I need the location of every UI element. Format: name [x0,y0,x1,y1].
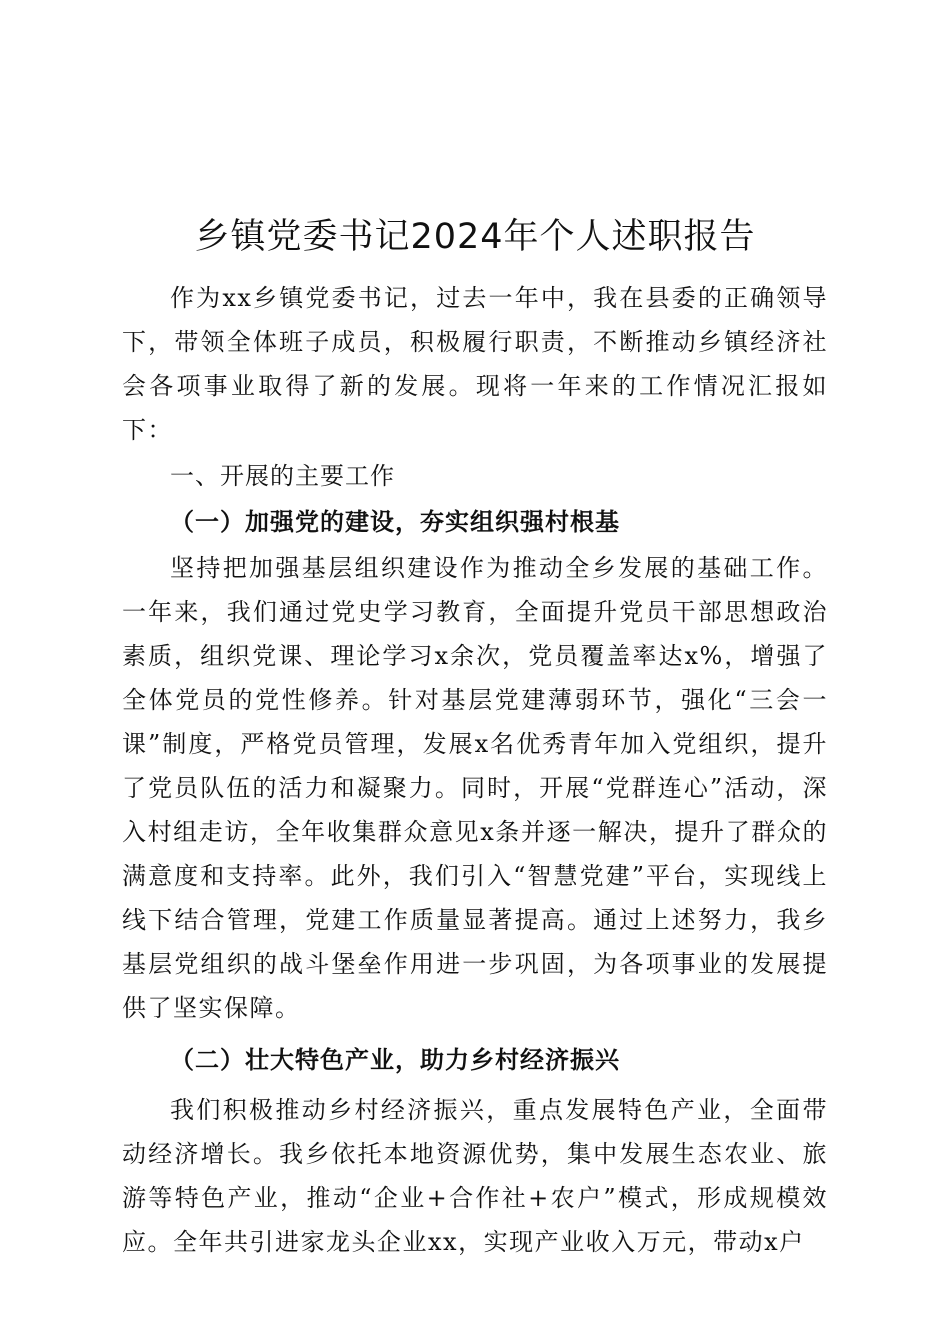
industry-paragraph: 我们积极推动乡村经济振兴，重点发展特色产业，全面带动经济增长。我乡依托本地资源优势，集中发展生态农业、旅游等特色产业，推动“企业+合作社+农户”模式，形成规模效应。全年共引进家龙头企业xx，实现产业收入万元，带动x户 [122,1096,828,1256]
document-title: 乡镇党委书记2024年个人述职报告 [194,217,756,257]
subsection-heading-party-building: （一）加强党的建设，夯实组织强村根基 [170,507,620,536]
document-body [122,276,828,1264]
subsection-heading-industry: （二）壮大特色产业，助力乡村经济振兴 [170,1045,620,1074]
section-heading-main-work: 一、开展的主要工作 [170,462,395,490]
party-building-paragraph: 坚持把加强基层组织建设作为推动全乡发展的基础工作。一年来，我们通过党史学习教育，全面提升党员干部思想政治素质，组织党课、理论学习x余次，党员覆盖率达x%，增强了全体党员的党性修养。针对基层党建薄弱环节，强化“三会一课”制度，严格党员管理，发展x名优秀青年加入党组织，提升了党员队伍的活力和凝聚力。同时，开展“党群连心”活动，深入村组走访，全年收集群众意见x条并逐一解决，提升了群众的满意度和支持率。此外，我们引入“智慧党建”平台，实现线上线下结合管理，党建工作质量显著提高。通过上述努力，我乡基层党组织的战斗堡垒作用进一步巩固，为各项事业的发展提供了坚实保障。 [122,554,828,1022]
intro-paragraph: 作为xx乡镇党委书记，过去一年中，我在县委的正确领导下，带领全体班子成员，积极履行职责，不断推动乡镇经济社会各项事业取得了新的发展。现将一年来的工作情况汇报如下： [122,284,828,444]
